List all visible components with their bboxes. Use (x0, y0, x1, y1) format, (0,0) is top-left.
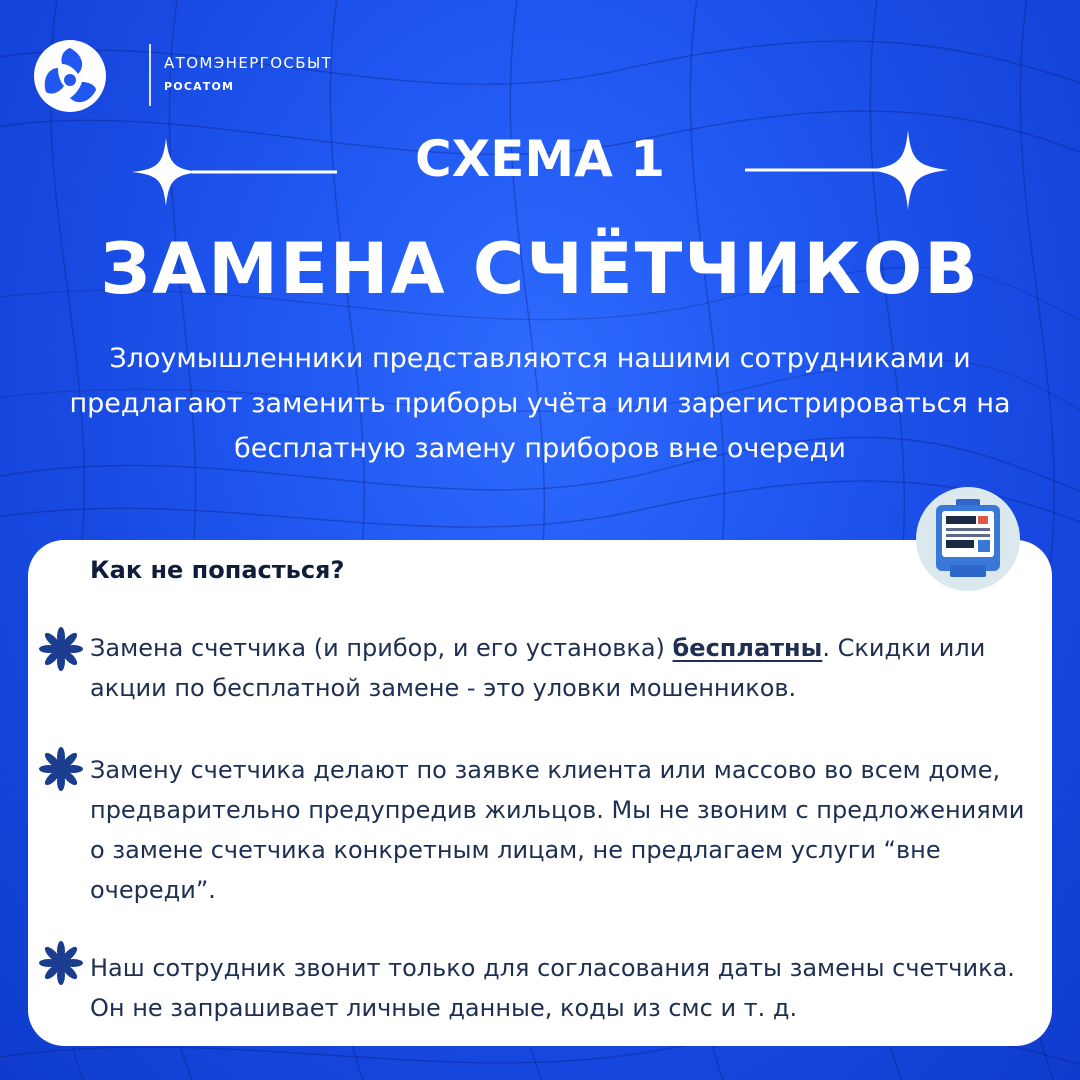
asterisk-flower-icon (38, 626, 84, 672)
page-subtitle: Злоумышленники представляются нашими сотрудниками и предлагают заменить приборы учёта или зарегистрироваться на бесплатную замену приборов вне очереди (69, 343, 1011, 464)
asterisk-flower-icon (38, 940, 84, 986)
tip-text-part: Замена счетчика (и прибор, и его установка) (90, 634, 673, 662)
brand-parent: РОСАТОМ (164, 80, 235, 93)
asterisk-flower-icon (38, 746, 84, 792)
rosatom-atom-icon (34, 40, 106, 112)
tip-item-free (90, 628, 1040, 708)
meter-badge (916, 487, 1020, 591)
electricity-meter-icon (934, 499, 1002, 579)
tips-heading: Как не попасться? (90, 556, 345, 584)
tip-item-request: Замену счетчика делают по заявке клиента или массово во всем доме, предварительно предупредив жильцов. Мы не звоним с предложениями о замене счетчика конкретным лицам, не предлагаем услуги “вне очереди”. (90, 756, 1025, 904)
tip-text-part: . Скидки или акции по бесплатной замене - это уловки мошенников. (90, 634, 986, 702)
tip-emphasis: бесплатны (672, 634, 823, 662)
page-title: ЗАМЕНА СЧЁТЧИКОВ (100, 228, 980, 310)
tip-item-call: Наш сотрудник звонит только для согласования даты замены счетчика. Он не запрашивает личные данные, коды из смс и т. д. (90, 954, 1015, 1022)
logo-divider (149, 44, 151, 106)
brand-name: АТОМЭНЕРГОСБЫТ (164, 54, 333, 72)
scheme-label: СХЕМА 1 (414, 130, 666, 188)
tips-card (28, 540, 1052, 1046)
brand-logo[interactable] (34, 40, 333, 110)
